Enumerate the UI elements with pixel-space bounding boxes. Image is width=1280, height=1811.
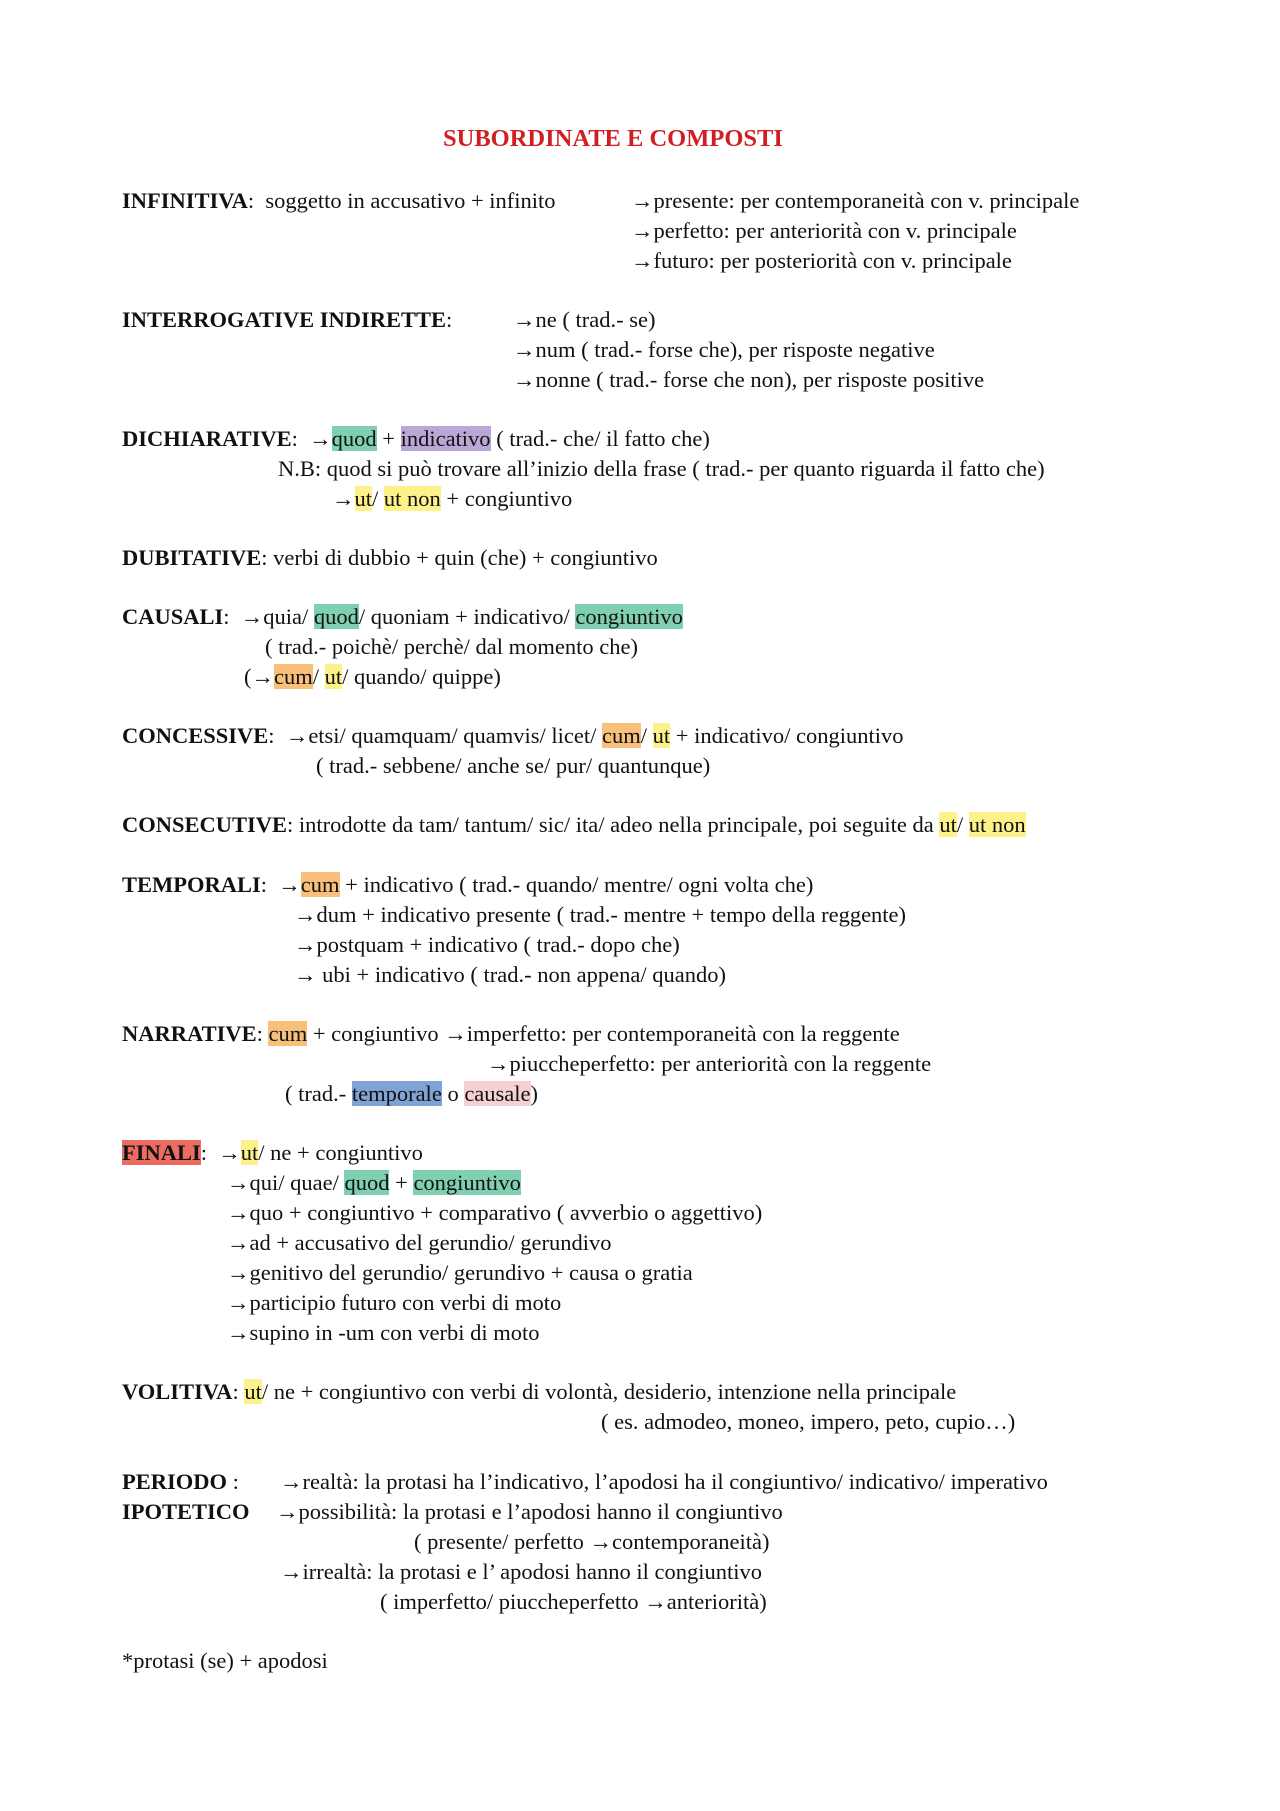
arrow-icon: → xyxy=(444,1021,467,1046)
highlight-temporale: temporale xyxy=(351,1081,442,1106)
finali-line: FINALI: →ut/ ne + congiuntivo xyxy=(122,1140,423,1165)
dichiarative-line: DICHIARATIVE: →quod + indicativo ( trad.- che/ il fatto che) xyxy=(122,426,710,451)
arrow-icon: → xyxy=(294,932,317,957)
list-item: →qui/ quae/ quod + congiuntivo xyxy=(227,1170,521,1195)
arrow-icon: → xyxy=(332,486,355,511)
highlight-causale: causale xyxy=(464,1081,531,1106)
arrow-icon: → xyxy=(240,604,264,629)
list-item: →quo + congiuntivo + comparativo ( avverbio o aggettivo) xyxy=(227,1200,763,1225)
consecutive-line: CONSECUTIVE: introdotte da tam/ tantum/ sic/ ita/ adeo nella principale, poi seguite da ut/ ut non xyxy=(122,812,1026,837)
ipotetico-label-line xyxy=(122,1497,250,1527)
volitiva-examples: ( es. admodeo, moneo, impero, peto, cupio…) xyxy=(601,1409,1016,1434)
arrow-icon: → xyxy=(251,664,274,689)
list-item: →nonne ( trad.- forse che non), per risposte positive xyxy=(513,367,985,392)
possibilita-note: ( presente/ perfetto →contemporaneità) xyxy=(414,1529,770,1554)
arrow-icon: → xyxy=(278,872,301,897)
list-item: →dum + indicativo presente ( trad.- mentre + tempo della reggente) xyxy=(294,902,907,927)
highlight-congiuntivo: congiuntivo xyxy=(575,604,683,629)
list-item: →presente: per contemporaneità con v. principale xyxy=(631,188,1080,213)
concessive-line: CONCESSIVE: →etsi/ quamquam/ quamvis/ licet/ cum/ ut + indicativo/ congiuntivo xyxy=(122,723,904,748)
arrow-icon: → xyxy=(631,218,654,243)
list-item: →participio futuro con verbi di moto xyxy=(227,1290,562,1315)
list-item: →piuccheperfetto: per anteriorità con la reggente xyxy=(487,1051,932,1076)
infinitiva-line xyxy=(122,186,556,216)
interrogative-label: INTERROGATIVE INDIRETTE xyxy=(122,307,447,332)
narrative-trad: ( trad.- temporale o causale) xyxy=(285,1081,539,1106)
arrow-icon: → xyxy=(309,426,332,451)
arrow-icon: → xyxy=(280,1559,303,1584)
colon: : xyxy=(247,188,255,213)
list-item: →irrealtà: la protasi e l’ apodosi hanno il congiuntivo xyxy=(280,1559,762,1584)
interrogative-line: INTERROGATIVE INDIRETTE: xyxy=(122,307,453,332)
highlight-ut: ut xyxy=(354,486,373,511)
highlight-ut: ut xyxy=(240,1140,259,1165)
list-item: →num ( trad.- forse che), per risposte negative xyxy=(513,337,935,362)
causali-line: CAUSALI: →quia/ quod/ quoniam + indicativo/ congiuntivo xyxy=(122,604,683,629)
arrow-icon: → xyxy=(513,367,536,392)
highlight-ut-non: ut non xyxy=(968,812,1026,837)
highlight-ut-non: ut non xyxy=(383,486,441,511)
highlight-ut: ut xyxy=(652,723,671,748)
periodo-line: PERIODO : xyxy=(122,1469,239,1494)
arrow-icon: → xyxy=(644,1589,667,1614)
highlight-cum: cum xyxy=(274,664,313,689)
arrow-icon: → xyxy=(227,1290,250,1315)
arrow-icon: → xyxy=(589,1529,613,1554)
volitiva-line: VOLITIVA: ut/ ne + congiuntivo con verbi di volontà, desiderio, intenzione nella principale xyxy=(122,1379,957,1404)
arrow-icon: → xyxy=(218,1140,241,1165)
list-item: →ad + accusativo del gerundio/ gerundivo xyxy=(227,1230,612,1255)
causali-label: CAUSALI xyxy=(122,604,224,629)
list-item: →ne ( trad.- se) xyxy=(513,307,656,332)
arrow-icon: → xyxy=(285,723,309,748)
highlight-ut: ut xyxy=(324,664,343,689)
highlight-quod: quod xyxy=(313,604,359,629)
list-item: →possibilità: la protasi e l’apodosi hanno il congiuntivo xyxy=(276,1499,783,1524)
list-item: →ut/ ut non + congiuntivo xyxy=(332,486,573,511)
highlight-quod: quod xyxy=(344,1170,390,1195)
footnote: *protasi (se) + apodosi xyxy=(122,1648,328,1673)
arrow-icon: → xyxy=(276,1499,299,1524)
arrow-icon: → xyxy=(487,1051,510,1076)
temporali-line: TEMPORALI: →cum + indicativo ( trad.- quando/ mentre/ ogni volta che) xyxy=(122,872,814,897)
arrow-icon: → xyxy=(227,1170,250,1195)
page-title: SUBORDINATE E COMPOSTI xyxy=(443,125,783,152)
dichiarative-label: DICHIARATIVE xyxy=(122,426,292,451)
arrow-icon: → xyxy=(227,1320,250,1345)
arrow-icon: → xyxy=(294,962,317,987)
finali-label: FINALI xyxy=(122,1140,201,1165)
infinitiva-text: soggetto in accusativo + infinito xyxy=(265,188,556,213)
causali-alt: (→cum/ ut/ quando/ quippe) xyxy=(244,664,501,689)
dubitative-label: DUBITATIVE xyxy=(122,545,262,570)
list-item: →supino in -um con verbi di moto xyxy=(227,1320,540,1345)
periodo-label: PERIODO xyxy=(122,1469,228,1494)
consecutive-label: CONSECUTIVE xyxy=(122,812,288,837)
temporali-label: TEMPORALI xyxy=(122,872,261,897)
arrow-icon: → xyxy=(631,188,654,213)
highlight-indicativo: indicativo xyxy=(400,426,491,451)
highlight-cum: cum xyxy=(300,872,340,897)
list-item: →perfetto: per anteriorità con v. principale xyxy=(631,218,1017,243)
highlight-ut: ut xyxy=(939,812,957,837)
arrow-icon: → xyxy=(513,337,536,362)
list-item: →postquam + indicativo ( trad.- dopo che) xyxy=(294,932,680,957)
concessive-trad: ( trad.- sebbene/ anche se/ pur/ quantunque) xyxy=(316,753,711,778)
highlight-cum: cum xyxy=(602,723,641,748)
arrow-icon: → xyxy=(294,902,317,927)
highlight-ut: ut xyxy=(244,1379,262,1404)
highlight-quod: quod xyxy=(331,426,377,451)
concessive-label: CONCESSIVE xyxy=(122,723,269,748)
arrow-icon: → xyxy=(227,1260,250,1285)
arrow-icon: → xyxy=(513,307,536,332)
nb-note: N.B: quod si può trovare all’inizio della frase ( trad.- per quanto riguarda il fatto che) xyxy=(278,456,1045,481)
arrow-icon: → xyxy=(631,248,654,273)
infinitiva-label: INFINITIVA xyxy=(122,188,248,213)
highlight-cum: cum xyxy=(268,1021,308,1046)
arrow-icon: → xyxy=(227,1230,250,1255)
highlight-congiuntivo: congiuntivo xyxy=(413,1170,521,1195)
arrow-icon: → xyxy=(227,1200,250,1225)
causali-trad: ( trad.- poichè/ perchè/ dal momento che) xyxy=(265,634,638,659)
narrative-label: NARRATIVE xyxy=(122,1021,257,1046)
narrative-line: NARRATIVE: cum + congiuntivo →imperfetto: per contemporaneità con la reggente xyxy=(122,1021,900,1046)
list-item: → ubi + indicativo ( trad.- non appena/ quando) xyxy=(294,962,726,987)
list-item: →genitivo del gerundio/ gerundivo + causa o gratia xyxy=(227,1260,693,1285)
arrow-icon: → xyxy=(280,1469,303,1494)
irrealta-note: ( imperfetto/ piuccheperfetto →anteriorità) xyxy=(380,1589,767,1614)
list-item: →realtà: la protasi ha l’indicativo, l’apodosi ha il congiuntivo/ indicativo/ imperativo xyxy=(280,1469,1048,1494)
list-item: →futuro: per posteriorità con v. principale xyxy=(631,248,1012,273)
volitiva-label: VOLITIVA xyxy=(122,1379,233,1404)
ipotetico-label: IPOTETICO xyxy=(122,1499,250,1524)
dubitative-line: DUBITATIVE: verbi di dubbio + quin (che) + congiuntivo xyxy=(122,545,658,570)
